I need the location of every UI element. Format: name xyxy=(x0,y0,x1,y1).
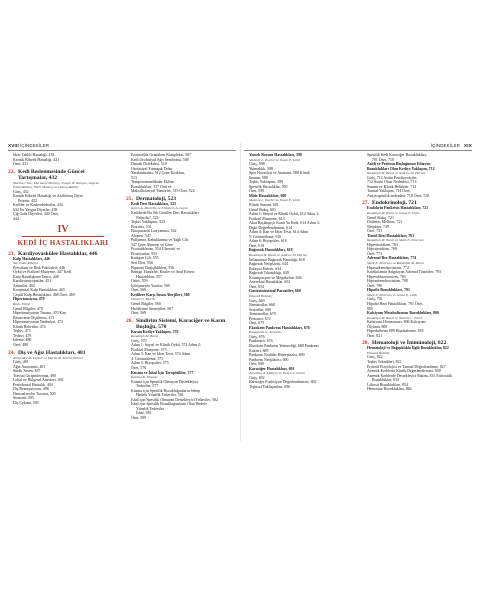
spacer xyxy=(8,247,118,249)
toc-entry: Temporomandibular Eklem xyxy=(131,180,174,185)
toc-authors: Karen A. Moriello ve Elizabeth A. Layne xyxy=(131,206,188,211)
toc-entry: İshal, 583 xyxy=(136,411,152,416)
toc-section-title: Mide Hastalıkları, 600 xyxy=(249,193,287,198)
toc-authors: Yan Lukie Ribeiro xyxy=(13,261,39,266)
toc-entry: Özet, 431 xyxy=(13,162,29,167)
toc-entry: Katekolamin Salgılayan Adrenal Tümörler, 783 xyxy=(367,270,441,275)
chapter-number: 27. xyxy=(362,200,369,207)
running-title: İÇİNDEKİLER xyxy=(20,143,50,148)
toc-entry: Protozoa, 672 xyxy=(249,316,271,321)
header-rule xyxy=(8,150,236,151)
toc-entry: Sunum, 588 xyxy=(249,175,268,180)
toc-entry: Spesifik Kedi Karaciğer Bozuklukları, xyxy=(367,153,427,157)
toc-entry: Pullanma, Kabuklanma ve Yağlı Cilt, xyxy=(131,238,190,243)
toc-authors: Daniel O. Morris xyxy=(131,297,156,302)
toc-column xyxy=(362,153,472,441)
toc-column xyxy=(126,153,236,441)
toc-entry: Orofasiyal Yumuşak Doku xyxy=(131,166,173,171)
chapter-title: Endokrinoloji, 721 xyxy=(372,200,417,207)
toc-entry: Teşhisel Yaklaşımları, 696 xyxy=(249,384,291,389)
toc-entry: Giriş, 588 xyxy=(249,162,265,167)
toc-entry: Özet, 751 xyxy=(367,229,383,234)
toc-authors: Mark E. Peterson ve Susan E. Little xyxy=(367,292,418,297)
toc-entry: İyileşmeyen Yaralar, 560 xyxy=(131,283,170,288)
toc-entry: Teşhis Teknikleri, 822 xyxy=(367,359,402,364)
toc-entry: Diş Rezorpsiyonu, 496 xyxy=(13,387,49,392)
toc-section-title: Bozuklukları Olan Kediye Yaklaşım, 712 xyxy=(367,166,435,171)
toc-authors: Rosie Elliott xyxy=(13,302,31,307)
toc-entry: Giriş, 481 xyxy=(13,360,29,365)
toc-entry: Özet, 690 xyxy=(249,362,265,367)
toc-entry: Çiğ Gıda Diyetleri, 440 Özet, xyxy=(13,212,60,217)
toc-entry: Hipofiz Bezi Hastalıkları, 791 Özet, xyxy=(367,301,424,306)
toc-spread xyxy=(8,143,472,441)
toc-entry: Adım 5: Biyopsiler, 575 xyxy=(131,361,169,366)
toc-entry: Hiperkalsemi 809 Hipokalsemi, 818 xyxy=(367,329,424,334)
toc-entry: Sindir Sesen, 487 xyxy=(13,369,41,374)
toc-entry: Adım 3: Kan ve İdrar Testi, 574 Adım xyxy=(131,352,191,357)
toc-entry: 712 Asitin Olası Nedenleri, 713 xyxy=(367,180,417,185)
chapter-heading xyxy=(126,318,236,330)
toc-section-title: Karaciğer Hastalıkları, 692 xyxy=(249,366,295,371)
toc-authors: Witzel Rollins, Barb Mooney ve Donna Raditic xyxy=(13,185,79,190)
chapter-title-cont: Tartışmalar, 432 xyxy=(18,174,58,181)
toc-entry: Protein, 432 xyxy=(18,198,38,203)
toc-entry: Alopesi, 547 xyxy=(131,233,151,238)
toc-columns xyxy=(8,153,236,441)
toc-entry: 634 En Yaygın Diyetler, 438 xyxy=(13,207,58,212)
toc-entry: Kedilerde Bu Sık Görülen Deri Hastalıkları xyxy=(131,211,199,216)
toc-entry: Lokal ve Bölgesel Anestezi, 492 xyxy=(13,378,64,383)
toc-entry: Genel Bilgiler, 470 xyxy=(13,306,43,311)
toc-entry: Damak Defektleri, 510 xyxy=(131,162,167,167)
toc-authors: Alexandre M. Portier ve Martin R. Jellens-Hovers xyxy=(13,355,84,360)
toc-entry: Eritroid Fizyolojisi ve Tanısal Değerlendirme, 827 xyxy=(367,364,446,369)
toc-entry: Dentoalveolar Torsion, 500 xyxy=(13,391,56,396)
toc-section-title: Adrenal Bez Hastalıkları, 774 xyxy=(367,256,417,261)
toc-entry: Hafifletme Stratejileri, 567 xyxy=(131,306,174,311)
toc-entry: Bozuklukları, 517 Oral ve xyxy=(131,184,172,189)
toc-entry: Giriş, 791 xyxy=(367,297,383,302)
running-head xyxy=(244,143,472,152)
toc-section-title: Hipofiz Bozuklukları, 791 xyxy=(367,288,410,293)
toc-entry: Özet, 576 xyxy=(131,365,147,370)
toc-entry: Seri Deri, 556 xyxy=(131,261,153,266)
toc-entry: Özet, 599 xyxy=(249,189,265,194)
chapter-number: 28. xyxy=(362,340,369,347)
toc-entry: Anemik Kedilerin Klinik Değerlendirmesi, 830 xyxy=(367,369,441,374)
toc-entry: Adım 1: Sayısl ve Klinik Öykü, 572 Adım 2: xyxy=(131,343,201,348)
toc-entry: Genel Bakış, 721 xyxy=(367,215,394,220)
toc-entry: Stomatit, 505 xyxy=(13,396,34,401)
toc-entry: Klinik Belirtiler, 474 xyxy=(13,324,46,329)
toc-entry: Bağırsak Neoplazisi, 624 xyxy=(249,262,289,267)
page-number: XVIII xyxy=(8,143,19,148)
toc-entry: Tedaviler, 577 xyxy=(136,384,159,389)
toc-section-title: Kusan Kediye Yaklaşım, 570 xyxy=(131,329,179,334)
toc-entry: Kistleri, 689 xyxy=(249,348,269,353)
toc-entry: Asitin spesifik nedenleri, 718 Özet, 720 xyxy=(367,193,429,198)
toc-entry: Bağırsak Tıkanıklığı, 639 xyxy=(249,271,289,276)
toc-entry: Hedefe Yönelik Tedaviler, 581 xyxy=(136,393,184,398)
toc-entry: Adım 6: Biyopsiler, 616 xyxy=(249,239,287,244)
left-page xyxy=(8,143,236,441)
toc-entry: Otitis, 559 xyxy=(131,279,148,284)
toc-section-title: Kusma ve İshal İçin Terapötikler, 577 xyxy=(131,370,194,375)
toc-entry: Ölçümü, 808 xyxy=(367,324,388,329)
toc-authors: Randolph M. Baral ve Susan E. Little xyxy=(367,211,420,216)
toc-entry: Benign Tümörler, Kistler ve Anal Kesesi xyxy=(131,270,195,275)
toc-authors: Randolph M. Baral ve Mark E. Peterson xyxy=(367,238,424,243)
toc-entry: Klinik Sunum, 601 xyxy=(249,203,279,208)
toc-entry: Bozukluklar, 833 xyxy=(372,378,399,383)
toc-entry: Fiziksel Muayene, 573 xyxy=(131,347,167,352)
toc-section-title: Yemek Borusu Hastalıkları, 588 xyxy=(249,153,302,157)
toc-entry: Nematodlar, 660 xyxy=(249,303,275,308)
toc-entry: Pigment Değişiklikleri, 556 xyxy=(131,265,175,270)
toc-section-title: Hipertansiyon, 470 xyxy=(13,297,45,302)
toc-entry: Yutmaklık, 588 xyxy=(249,166,273,171)
toc-entry: 805 xyxy=(367,306,373,311)
toc-authors: Edward Bobisky xyxy=(249,293,272,298)
toc-entry: Hipoadrenokortisizm, 788 xyxy=(367,279,408,284)
toc-entry: Kalp Hastalığının Tanısı, 448 xyxy=(13,274,59,279)
running-head xyxy=(8,143,236,152)
toc-entry: Teşhis, 475 xyxy=(13,329,31,334)
toc-entry: Giriş, 432 xyxy=(13,189,29,194)
toc-entry: İshal için Spesifik Bozukluğunların Olan Hedefe xyxy=(131,402,207,407)
toc-entry: Ektoparaziti Larryamasi, 542 xyxy=(131,229,177,234)
toc-entry: Genel Bilgiler, 560 xyxy=(131,301,161,306)
chapter-number: 22. xyxy=(8,168,15,175)
toc-entry: 5: Görüntüleme, 616 xyxy=(249,234,282,239)
toc-authors: Randolph M. Baral ve Natalie C. Finch xyxy=(367,315,423,320)
toc-entry: Özet, 569 xyxy=(131,311,147,316)
toc-entry: Yönelik Tedaviler xyxy=(136,406,165,411)
chapter-title: Diş ve Ağız Hastalıkları, 481 xyxy=(18,349,86,356)
chapter-title-cont: Boşluğu, 570 xyxy=(136,323,167,330)
toc-entry: Sunum ve Klinik Belirtiler, 712 xyxy=(367,184,417,189)
toc-entry: Psoriatiklerim, 554 Ülseratif ve xyxy=(131,247,181,252)
toc-entry: Özet, 675 xyxy=(249,321,265,326)
toc-entry: Ağız Anatomisi, 481 xyxy=(13,364,46,369)
chapter-title: Hematoloji ve İmmünoloji, 822 xyxy=(372,340,447,347)
toc-column xyxy=(244,153,354,441)
part-number: IV xyxy=(57,223,69,235)
toc-entry: Kalsiyum Homeostazı, 806 Kalsiyum xyxy=(367,320,426,325)
toc-entry: Kırılgan Cilt, 555 xyxy=(131,256,159,261)
toc-entry: 444 xyxy=(13,217,19,222)
toc-entry: Maksillofasiyal Tümörler, 519 Özet, 522 xyxy=(131,189,195,194)
toc-entry: Kusma için Spesifik Olmayan Destekleyici xyxy=(131,379,199,384)
toc-entry: Kardiyomiyopatiler, 451 xyxy=(13,279,52,284)
toc-entry: Çeşitli Kalp Hastalıkları, 468 Özet, 469 xyxy=(13,292,75,297)
toc-entry: Bulaşıcı Enterit, 634 xyxy=(249,266,282,271)
chapter-number: 24. xyxy=(8,349,15,356)
toc-entry: Trematodlar, 670 xyxy=(249,312,276,317)
toc-entry: Lökosit Bozuklukları, 854 xyxy=(367,382,408,387)
toc-entry: 547 Çene Akneesi ve Çene xyxy=(131,242,173,247)
toc-section-title: Tiroid Bezi Hastalıkları, 763 xyxy=(367,233,415,238)
toc-entry: Diş Çekimi, 505 xyxy=(13,400,39,405)
toc-column xyxy=(8,153,118,441)
toc-authors: Randolph M. Baral xyxy=(131,334,159,339)
toc-entry: Hiperadrenokortisizm, 774 xyxy=(367,265,409,270)
toc-entry: Hipertansiyonun Tanımı, 470 Kan xyxy=(13,311,67,316)
toc-entry: Hemostaz Bozuklukları, 862 xyxy=(367,387,412,392)
toc-authors: Jonathan A. Lidbury ve Debra L. Zoran xyxy=(249,371,305,376)
toc-entry: Pankreas Nodüler Hiperplazisi, 690 xyxy=(249,353,305,358)
toc-entry: Özet, 589 xyxy=(131,415,147,420)
toc-authors: Mark E. Peterson ve Randolph M. Baral xyxy=(367,261,424,266)
toc-authors: Melanie L. Pachet ve Susan E. Little xyxy=(249,198,301,203)
toc-entry: Adım 1: Sinyal ve Klinik Öykü, 612 Adım 2: xyxy=(249,212,320,217)
page-gutter xyxy=(240,143,241,441)
toc-entry: Dışkı Değerlendirmesi, 614 xyxy=(249,225,293,230)
toc-entry: Pankreatit, 676 xyxy=(249,339,273,344)
toc-section-title: Asitli ve Peritoın Boşluğunun Efüzyon xyxy=(367,162,431,167)
toc-entry: Giriş, 660 xyxy=(249,298,265,303)
toc-entry: Travsal Girişimlerimiz, 490 xyxy=(13,373,57,378)
toc-entry: Teşhis Yaklaşımı, 523 xyxy=(131,220,166,225)
right-page xyxy=(244,143,472,441)
toc-entry: Eozinofilik Granülom Kompleksi, 507 xyxy=(131,153,192,157)
part-title: KEDİ İÇ HASTALIKLARI xyxy=(17,238,109,247)
toc-authors: Randolph M. Baral ve Andrew Ici Hurney xyxy=(249,253,308,258)
toc-authors: Melanie L. Pachet ve Susan E. Little xyxy=(249,157,301,162)
toc-authors: Randolph M. Baral ve Andrew Ici Hurney xyxy=(367,171,426,176)
toc-entry: Kedi Orofasiyal Ağrı Sendromu, 508 xyxy=(131,157,189,162)
toc-entry: Özet, 654 xyxy=(249,284,265,289)
toc-entry: Spot Havasloji ve Anatomi, 588 Klinik xyxy=(249,171,310,176)
toc-entry: Özet, 790 xyxy=(367,283,383,288)
toc-section-title: Kalsiyum Metabolizması Bozuklukları, 806 xyxy=(367,311,439,316)
toc-section-title: Hematoloji ve Bağışıklıkla İlgili Bozukluklar, 822 xyxy=(367,346,449,351)
toc-entry: Yaralanmaları, 512 Çene Kırıkları, xyxy=(131,171,185,176)
toc-entry: Diabetes Mellitus, 721 xyxy=(367,220,403,225)
toc-entry: Nelerdir?, 523 xyxy=(136,215,159,220)
toc-entry: Hipotiroidizm, 768 xyxy=(367,247,397,252)
toc-entry: İzleme, 480 xyxy=(13,338,32,343)
toc-entry: Hipertiroidizm, 763 xyxy=(367,242,398,247)
toc-authors: Katrina R. Viviano xyxy=(131,375,158,380)
toc-entry: Özet, 821 xyxy=(367,333,383,338)
toc-entry: Hastalıkları, 557 xyxy=(136,274,162,279)
toc-entry: İdrar Tahlili Hastalığı, 418 xyxy=(13,153,55,157)
toc-entry: Özet, 560 xyxy=(131,288,147,293)
toc-entry: İshal için Spesifik Olmayan Destekleyici Tedaviler, 582 xyxy=(131,397,218,402)
toc-entry: Özet, 773 xyxy=(367,251,383,256)
toc-entry: Anemik Kedilerde Destekleyici Bakım, 831 Eritrositik xyxy=(367,373,453,378)
toc-entry: 513 xyxy=(131,175,137,180)
toc-entry: Kediler ve Karbonhidratlar, 434 xyxy=(13,203,63,208)
toc-section-title: Endokrin Pankreas Hastalıkları, 721 xyxy=(367,206,429,211)
toc-entry: Akut Başlangıçlı Kanlı Ya Kedi, 614 Adım 3: xyxy=(249,221,320,226)
toc-entry: Hiperaldosteronizm, 784 xyxy=(367,274,406,279)
chapter-heading xyxy=(8,169,118,181)
chapter-number: 25. xyxy=(126,195,133,202)
page-number: XIX xyxy=(463,143,472,148)
toc-entry: Giriş, 712 Asitin Patofizyolojisi, xyxy=(367,175,418,180)
toc-entry: Neoplazi, 749 xyxy=(367,224,389,229)
header-rule xyxy=(244,150,472,151)
toc-entry: Aritmiler, 462 xyxy=(13,283,36,288)
toc-entry: Ekzokrin Pankreas Yetmezliği, 688 Pankreas xyxy=(249,343,319,348)
toc-entry: Öykü ve Fiziksel Muayene, 447 Kedi xyxy=(13,270,72,275)
toc-entry: Karaciğer Fonksiyon Değerlendirmesi, 692 xyxy=(249,380,317,385)
toc-entry: Adım 4: Kan ve İdrar Testi, 614 Adım xyxy=(249,230,309,235)
toc-entry: Prevalans ve Risk Faktörleri, 446 xyxy=(13,265,65,270)
chapter-title: Kedi Beslenmesinde Güncel xyxy=(18,168,85,175)
toc-entry: Anorektal Hastalıklar, 652 xyxy=(249,280,291,285)
chapter-title: Dermatoloji, 523 xyxy=(136,195,177,202)
toc-entry: 4: Görüntüleme, 575 xyxy=(131,356,164,361)
chapter-title: Kardiyovasküler Hastalıklar, 446 xyxy=(18,250,98,257)
toc-entry: Konjenital Kalp Hastalıkları, 465 xyxy=(13,288,65,293)
toc-entry: Özet, 480 xyxy=(13,342,29,347)
chapter-number: 23. xyxy=(8,250,15,257)
toc-entry: Giriş, 692 xyxy=(249,375,265,380)
toc-entry: Eroziyonlar, 555 xyxy=(131,251,157,256)
toc-entry: Tanısal Yaklaşım, 714 Özet, xyxy=(367,189,411,194)
toc-entry: Sestodlar, 669 xyxy=(249,307,272,312)
toc-entry: Kronik Böbrek Hastalığı, 421 xyxy=(13,157,60,162)
toc-entry: Genel Bakış, 601 xyxy=(249,207,276,212)
chapter-title: Sindirim Sistemi, Karaciğer ve Karın xyxy=(136,317,226,324)
toc-entry: Periodontal Hastalık, 494 xyxy=(13,382,53,387)
toc-entry: Prurtisis, 531 xyxy=(131,224,152,229)
toc-section-title: Kedi Deri Hastalıkları, 523 xyxy=(131,201,176,206)
toc-entry: Hipertansiyonun Nedenleri, 472 xyxy=(13,320,64,325)
toc-entry: Giriş, 822 xyxy=(367,355,383,360)
toc-entry: Özet, 618 xyxy=(249,243,265,248)
toc-section-title: Kalp Hastalıkları, 446 xyxy=(13,256,50,261)
chapter-number: 26. xyxy=(126,317,133,324)
toc-authors: Panagiotis G. Xenoulis xyxy=(249,330,282,335)
toc-section-title: Kedilere Karşı İnsan Alerjileri, 560 xyxy=(131,292,190,297)
part-rule xyxy=(22,236,104,237)
toc-authors: Martha Cline, Marianne Murphy, Joseph W. Bartges, Angela xyxy=(13,180,99,185)
toc-entry: Fiziksel Muayene, 613 xyxy=(249,216,285,221)
toc-entry: Pankreas Neoplazisi, 690 xyxy=(249,357,289,362)
toc-section-title: Ekzokrin Pankreas Hastalıkları, 676 xyxy=(249,325,310,330)
toc-section-title: Bağırsak Hastalıkları, 618 xyxy=(249,248,293,253)
toc-entry: Kusma için Spesifik Bozukluğunların Sebep xyxy=(131,388,201,393)
toc-entry: 701 Özet, 710 xyxy=(372,157,394,162)
toc-entry: Konstipasyon ve Megakolon, 646 xyxy=(249,275,302,280)
toc-entry: Spesifik Hastalıklar, 590 xyxy=(249,184,288,189)
running-title: İÇİNDEKİLER xyxy=(430,143,460,148)
toc-section-title: Gastrointestinal Parazitler, 660 xyxy=(249,289,301,294)
toc-entry: Tedavi, 478 xyxy=(13,333,32,338)
toc-entry: Giriş, 676 xyxy=(249,334,265,339)
toc-columns xyxy=(244,153,472,441)
toc-authors: Edward Bobisky xyxy=(367,350,390,355)
toc-entry: İnflamatuar Bağırsak Hastalığı, 618 xyxy=(249,257,305,262)
toc-entry: Basıncının Ölçülmesi, 471 xyxy=(13,315,55,320)
toc-entry: Teşhis Yaklaşımı, 589 xyxy=(249,180,284,185)
toc-entry: Kronik Böbrek Hastalığı ve Azaltılmış Diyet xyxy=(13,194,83,199)
toc-entry: Giriş, 570 xyxy=(131,338,147,343)
